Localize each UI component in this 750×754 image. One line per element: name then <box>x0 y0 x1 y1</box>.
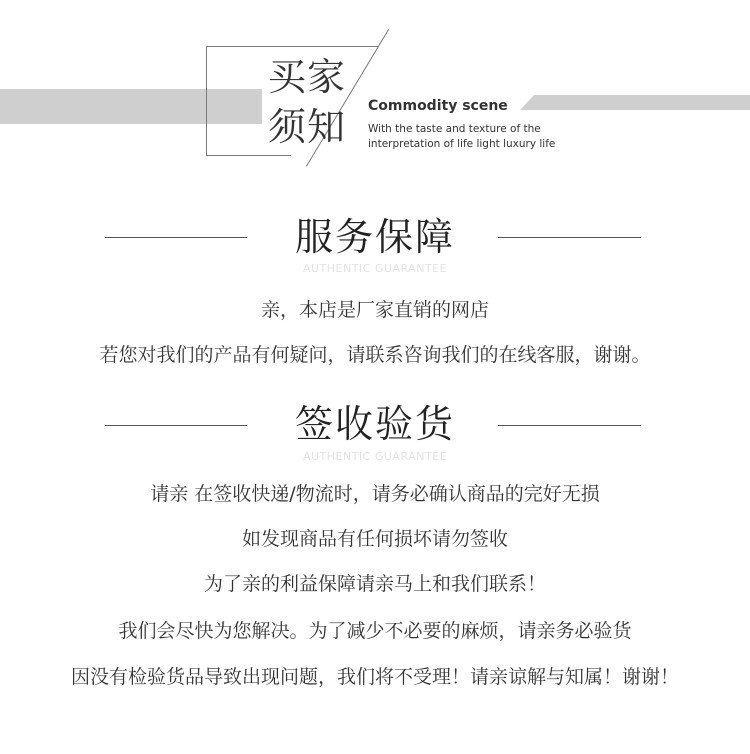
section2-line-5: 因没有检验货品导致出现问题，我们将不受理！请亲谅解与知属！谢谢！ <box>70 666 679 688</box>
section1-title: 服务保障 <box>294 215 455 259</box>
section2-line-3: 为了亲的利益保障请亲马上和我们联系！ <box>203 573 546 595</box>
section1-line-2: 若您对我们的产品有何疑问，请联系咨询我们的在线客服，谢谢。 <box>99 344 651 366</box>
section2-subtitle: AUTHENTIC GUARANTEE <box>302 450 448 463</box>
header-title-line2: 须知 <box>268 105 347 149</box>
section2-line-1: 请亲 在签收快递/物流时，请务必确认商品的完好无损 <box>150 483 600 505</box>
section2-line-2: 如发现商品有任何损坏请勿签收 <box>241 528 508 550</box>
header-band-right <box>520 95 750 110</box>
section1-line-1: 亲，本店是厂家直销的网店 <box>260 299 489 321</box>
header-band-left <box>0 89 262 124</box>
header-en-sub-line2: interpretation of life light luxury life <box>368 138 556 150</box>
section2-title: 签收验货 <box>294 402 455 446</box>
header-frame-top <box>206 46 378 47</box>
section1-subtitle: AUTHENTIC GUARANTEE <box>302 262 448 275</box>
section2-line-4: 我们会尽快为您解决。为了减少不必要的麻烦，请亲务必验货 <box>118 620 632 642</box>
header-title-line1: 买家 <box>268 55 347 99</box>
header-en-sub-line1: With the taste and texture of the <box>368 123 541 135</box>
header-frame-left <box>206 46 207 156</box>
header-en-title: Commodity scene <box>368 98 508 114</box>
header-frame-bottom <box>206 155 291 156</box>
